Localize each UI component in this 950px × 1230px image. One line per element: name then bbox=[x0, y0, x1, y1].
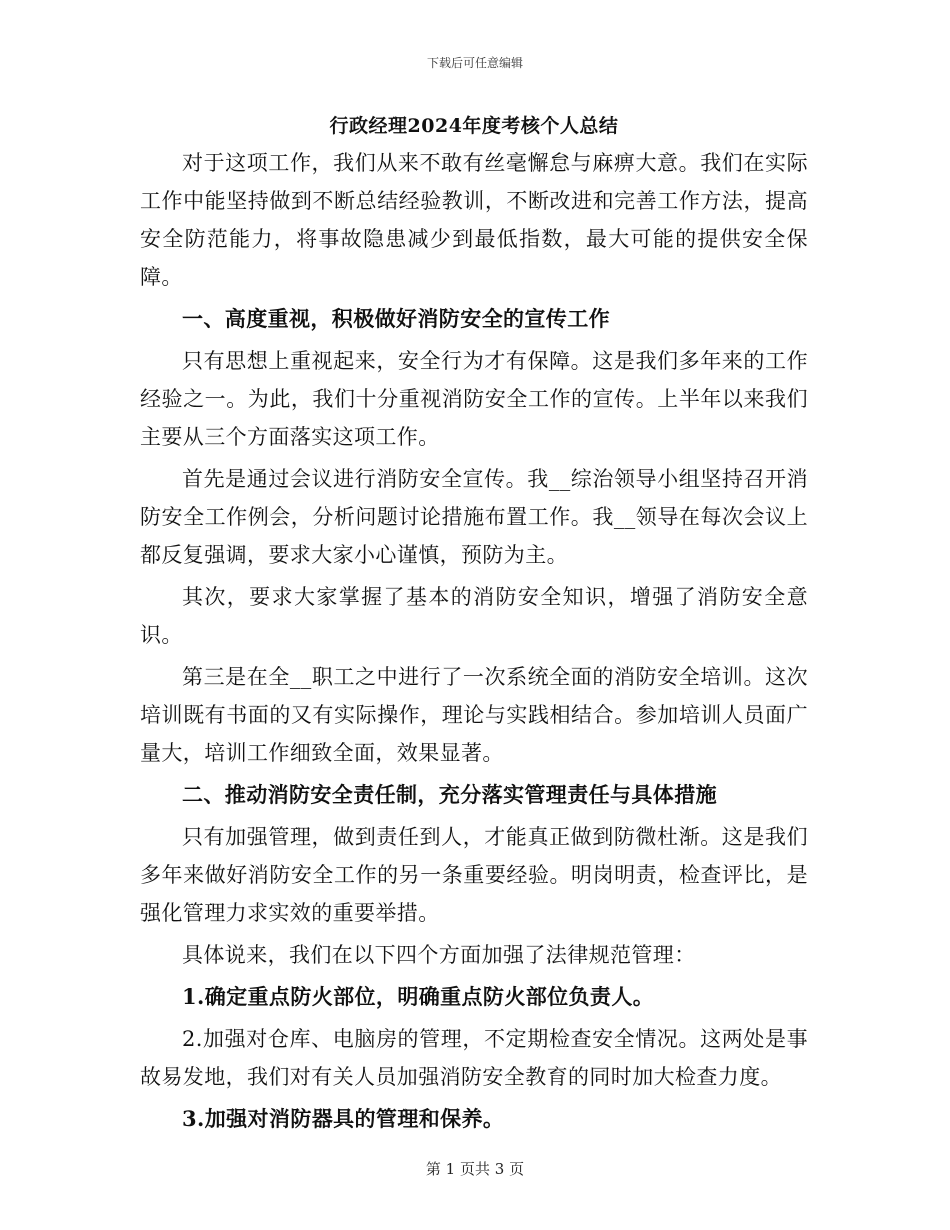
list-item-3: 3.加强对消防器具的管理和保养。 bbox=[182, 1106, 505, 1131]
paragraph: 只有思想上重视起来，安全行为才有保障。这是我们多年来的工作经验之一。为此，我们十分重视消防安全工作的宣传。上半年以来我们主要从三个方面落实这项工作。 bbox=[140, 349, 808, 449]
paragraph: 其次，要求大家掌握了基本的消防安全知识，增强了消防安全意识。 bbox=[140, 585, 808, 647]
document-title: 行政经理2024年度考核个人总结 bbox=[329, 115, 619, 137]
paragraph: 首先是通过会议进行消防安全宣传。我__综治领导小组坚持召开消防安全工作例会，分析问题讨论措施布置工作。我__领导在每次会议上都反复强调，要求大家小心谨慎，预防为主。 bbox=[140, 467, 808, 567]
document-body bbox=[140, 108, 808, 1142]
paragraph: 具体说来，我们在以下四个方面加强了法律规范管理： bbox=[182, 943, 696, 967]
header-note: 下载后可任意编辑 bbox=[426, 56, 523, 70]
section-heading-1: 一、高度重视，积极做好消防安全的宣传工作 bbox=[182, 306, 610, 331]
page-number: 第 1 页共 3 页 bbox=[425, 1160, 525, 1178]
list-item-2: 2.加强对仓库、电脑房的管理，不定期检查安全情况。这两处是事故易发地，我们对有关人员加强消防安全教育的同时加大检查力度。 bbox=[140, 1027, 808, 1089]
list-item-1: 1.确定重点防火部位，明确重点防火部位负责人。 bbox=[182, 984, 655, 1009]
paragraph-intro: 对于这项工作，我们从来不敢有丝毫懈怠与麻痹大意。我们在实际工作中能坚持做到不断总结经验教训，不断改进和完善工作方法，提高安全防范能力，将事故隐患减少到最低指数，最大可能的提供安全保障。 bbox=[140, 151, 808, 289]
paragraph: 第三是在全__职工之中进行了一次系统全面的消防安全培训。这次培训既有书面的又有实际操作，理论与实践相结合。参加培训人员面广量大，培训工作细致全面，效果显著。 bbox=[140, 665, 808, 765]
section-heading-2: 二、推动消防安全责任制，充分落实管理责任与具体措施 bbox=[182, 782, 717, 807]
paragraph: 只有加强管理，做到责任到人，才能真正做到防微杜渐。这是我们多年来做好消防安全工作的另一条重要经验。明岗明责，检查评比，是强化管理力求实效的重要举措。 bbox=[140, 825, 808, 925]
